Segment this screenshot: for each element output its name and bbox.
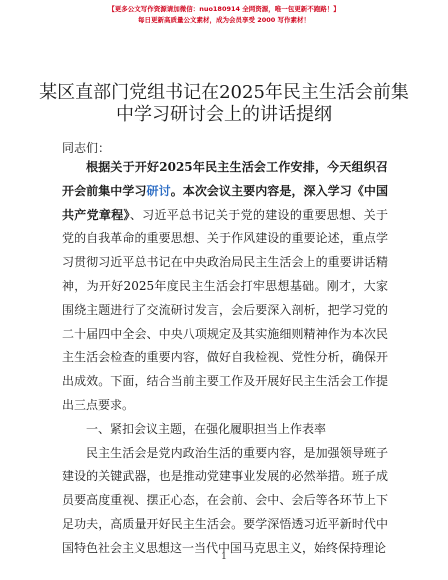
page-number: 1 xyxy=(221,552,227,562)
intro-bold-highlight: 研讨 xyxy=(146,183,171,198)
intro-bold-lead: 根据关于开好2025年民主生活会工作安排，今天组织召开会前集中学习 xyxy=(62,160,388,198)
intro-paragraph xyxy=(62,156,388,418)
promo-banner-line-1: 【更多公文写作资源请加微信：nuo180914 全网资源，唯一包更新不跑路！】 xyxy=(108,5,340,13)
document-body xyxy=(62,156,388,561)
section-1-heading: 一、紧扣会议主题，在强化履职担当上作表率 xyxy=(86,421,327,436)
section-1-paragraph: 民主生活会是党内政治生活的重要内容，是加强领导班子建设的关键武器，也是推动党建事业发展的必然举措。班子成员要高度重视、摆正心态，在会前、会中、会后等各环节上下足功夫，高质量开好民主生活会。要学深悟透习近平新时代中国特色社会主义思想这一当代中国马克思主义，始终保持理论 xyxy=(62,445,388,555)
intro-body-text: 、习近平总书记关于党的建设的重要思想、关于党的自我革命的重要思想、关于作风建设的重要论述，重点学习贯彻习近平总书记在中央政治局民主生活会上的重要讲话精神，为开好2025年度民主生活会打牢思想基础。刚才，大家围绕主题进行了交流研讨发言，会后要深入剖析，把学习党的二十届四中全会、中央八项规定及其实施细则精神作为本次民主生活会检查的重要内容，做好自我检视、党性分析，确保开出成效。下面，结合当前主要工作及开展好民主生活会工作提出三点要求。 xyxy=(62,207,388,412)
intro-bold-topic: 。本次会议主要内容是，深入学习《中国共产党章程》 xyxy=(62,183,388,222)
salutation: 同志们： xyxy=(62,141,111,155)
document-title-line-1: 某区直部门党组书记在2025年民主生活会前集 xyxy=(39,82,409,103)
promo-banner-line-2: 每日更新高质量公文素材，成为会员享受 2000 写作素材！ xyxy=(137,16,311,24)
document-title-line-2: 中学习研讨会上的讲话提纲 xyxy=(116,104,332,125)
